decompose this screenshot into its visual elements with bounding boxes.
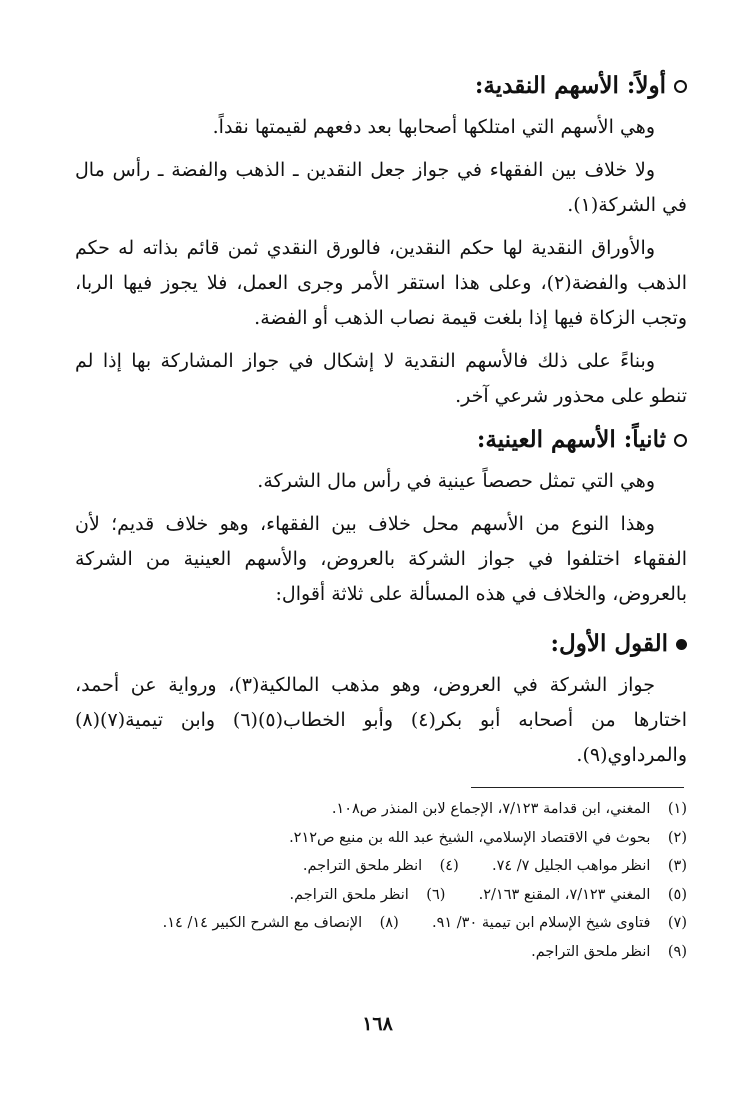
footnote-text: انظر ملحق التراجم. xyxy=(289,886,409,903)
footnote-number: (٥) xyxy=(667,886,687,903)
paragraph: وبناءً على ذلك فالأسهم النقدية لا إشكال في جواز المشاركة بها إذا لم تنطو على محذور شرعي آخر. xyxy=(75,350,687,407)
footnote-line xyxy=(75,881,687,910)
footnote-line xyxy=(75,795,687,824)
footnote-text: انظر مواهب الجليل ٧/ ٧٤. xyxy=(491,858,651,874)
paragraph: ولا خلاف بين الفقهاء في جواز جعل النقدين ـ الذهب والفضة ـ رأس مال في الشركة(١). xyxy=(75,159,687,216)
ring-bullet-icon xyxy=(674,80,687,93)
paragraph: وهي الأسهم التي امتلكها أصحابها بعد دفعهم لقيمتها نقداً. xyxy=(212,116,655,138)
footnote xyxy=(163,909,399,938)
footnote-line xyxy=(75,824,687,853)
paragraph: والأوراق النقدية لها حكم النقدين، فالورق النقدي ثمن قائم بذاته له حكم الذهب والفضة(٢)، وعلى هذا استقر الأمر وجرى العمل، فلا يجوز فيها الربا، وتجب الزكاة فيها إذا بلغت قيمة نصاب الذهب أو الفضة. xyxy=(75,237,687,329)
footnote-number: (٧) xyxy=(667,915,687,931)
paragraph: وهذا النوع من الأسهم محل خلاف بين الفقهاء، وهو خلاف قديم؛ لأن الفقهاء اختلفوا في جواز الشركة بالعروض، والأسهم العينية من الشركة بالعروض، والخلاف في هذه المسألة على ثلاثة أقوال: xyxy=(75,513,687,605)
section-heading-in-kind-shares: ثانياً: الأسهم العينية: xyxy=(75,422,687,458)
paragraph: وهي التي تمثل حصصاً عينية في رأس مال الشركة. xyxy=(257,470,655,492)
dot-bullet-icon xyxy=(676,639,687,650)
footnote-line xyxy=(75,909,687,938)
footnote-number: (٦) xyxy=(426,886,446,903)
footnote-text: الإنصاف مع الشرح الكبير ١٤/ ١٤. xyxy=(162,915,363,931)
footnote xyxy=(531,938,687,967)
footnote-number: (٤) xyxy=(439,858,459,874)
footnotes xyxy=(75,795,687,966)
ring-bullet-icon xyxy=(674,434,687,447)
page-number: ١٦٨ xyxy=(362,1013,393,1035)
footnote-number: (٣) xyxy=(667,858,687,874)
footnote xyxy=(479,881,687,910)
footnote-number: (٢) xyxy=(667,829,687,846)
footnote-text: انظر ملحق التراجم. xyxy=(531,943,651,960)
footnote-number: (٨) xyxy=(379,915,399,931)
footnote-number: (٩) xyxy=(667,943,687,960)
footnote xyxy=(492,852,687,881)
footnote-text: انظر ملحق التراجم. xyxy=(302,858,423,874)
footnote-text: فتاوى شيخ الإسلام ابن تيمية ٣٠/ ٩١. xyxy=(431,915,651,931)
section-heading-first-opinion: القول الأول: xyxy=(75,626,687,662)
footnote xyxy=(432,909,687,938)
page-body xyxy=(75,68,687,781)
paragraph: جواز الشركة في العروض، وهو مذهب المالكية(٣)، ورواية عن أحمد، اختارها من أصحابه أبو بكر(٤) وأبو الخطاب(٥)(٦) وابن تيمية(٧)(٨) والمرداوي(٩). xyxy=(75,674,687,766)
footnote xyxy=(303,852,459,881)
section-heading-cash-shares: أولاً: الأسهم النقدية: xyxy=(75,68,687,104)
footnote xyxy=(289,824,687,853)
footnote-text: المغني، ابن قدامة ٧/١٢٣، الإجماع لابن المنذر ص١٠٨. xyxy=(331,801,651,817)
footnote-separator xyxy=(471,787,684,788)
footnote-line xyxy=(75,938,687,967)
footnote-text: المغني ٧/١٢٣، المقنع ٢/١٦٣. xyxy=(478,886,651,903)
footnote xyxy=(332,795,687,824)
footnote-text: بحوث في الاقتصاد الإسلامي، الشيخ عبد الله بن منيع ص٢١٢. xyxy=(289,829,651,846)
footnote-number: (١) xyxy=(667,801,687,817)
footnote xyxy=(290,881,446,910)
footnote-line xyxy=(75,852,687,881)
